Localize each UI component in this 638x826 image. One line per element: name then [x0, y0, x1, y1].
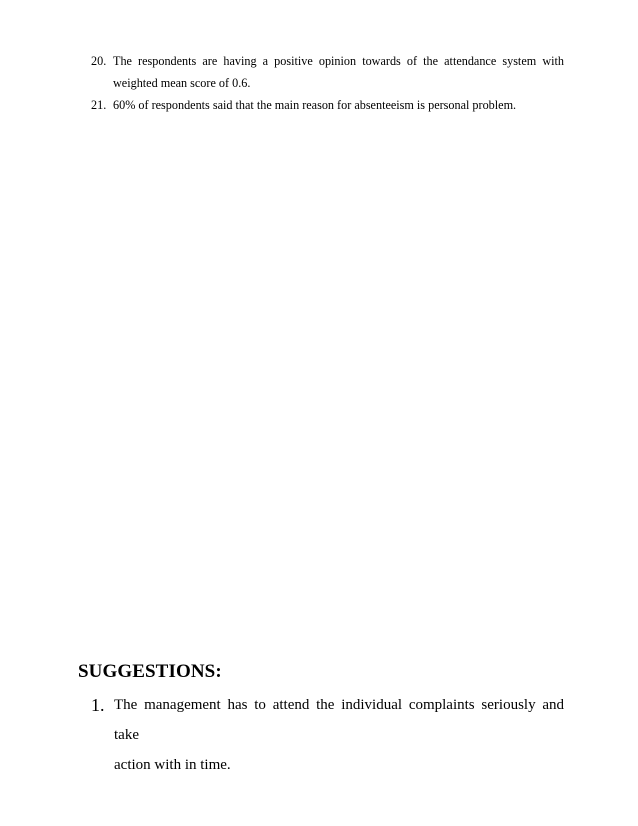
- list-item-text-line-2: weighted mean score of 0.6.: [113, 76, 251, 90]
- list-item-number: 21.: [91, 98, 107, 112]
- findings-list: [92, 50, 564, 116]
- list-item-number: 1.: [91, 695, 105, 715]
- list-item: [92, 690, 564, 780]
- list-item-text-line-2: action with in time.: [114, 757, 231, 773]
- list-item: [92, 50, 564, 94]
- list-item-text: 60% of respondents said that the main reason for absenteeism is personal problem.: [113, 98, 517, 112]
- list-item-number: 20.: [91, 54, 107, 68]
- list-item-text-line-1: The respondents are having a positive opinion towards of the attendance system with: [113, 54, 564, 68]
- list-item: [92, 94, 564, 116]
- suggestions-heading: SUGGESTIONS:: [78, 661, 222, 682]
- list-item-text-line-1: The management has to attend the individual complaints seriously and take: [114, 697, 564, 743]
- suggestions-list: [92, 690, 564, 780]
